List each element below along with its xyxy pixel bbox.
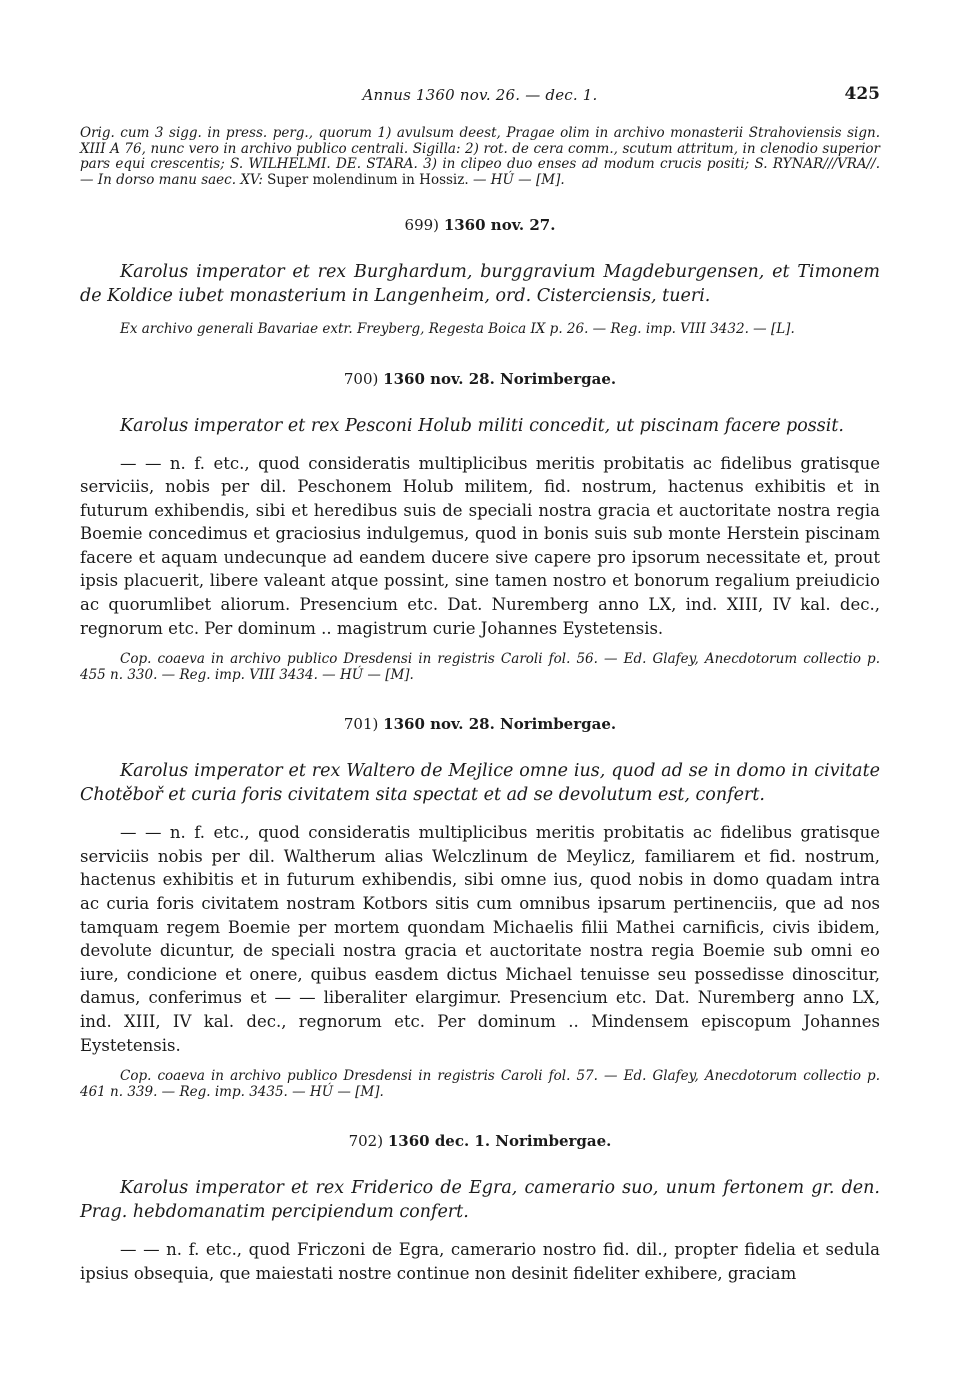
document-heading-701	[80, 715, 880, 733]
document-date: 1360 nov. 27.	[443, 216, 556, 234]
source-note-701: Cop. coaeva in archivo publico Dresdensi in registris Caroli fol. 57. — Ed. Glafey, Anecdotorum collectio p. 461 n. 339. — Reg. imp. 3435. — HÚ — [M].	[80, 1068, 880, 1100]
regest-701: Karolus imperator et rex Waltero de Mejlice omne ius, quod ad se in domo in civitate Chotěboř et curia foris civitatem sita spectat et ad se devolutum est, confert.	[80, 761, 880, 806]
document-text-700: — — n. f. etc., quod consideratis multiplicibus meritis probitatis ac fidelibus gratisque serviciis, nobis per dil. Peschonem Holub militem, fid. nostrum, hactenus exhibitis et in futurum exhibendis, sibi et heredibus suis de speciali nostra gracia et auctoritate nostra regia Boemie concedimus et graciosius indulgemus, quod in bonis suis sub monte Herstein piscinam facere et aquam undecunque ad eandem ducere sive capere pro ipsorum necessitate et, prout ipsis placuerit, libere valeant atque possint, sine tamen nostro et bonorum regalium preiudicio ac quorumlibet aliorum. Presencium etc. Dat. Nuremberg anno LX, ind. XIII, IV kal. dec., regnorum etc. Per dominum .. magistrum curie Johannes Eystetensis.	[80, 453, 880, 638]
running-head: Annus 1360 nov. 26. — dec. 1.	[362, 86, 598, 104]
note-sigla: — HÚ — [M].	[472, 171, 565, 188]
regest-700: Karolus imperator et rex Pesconi Holub militi concedit, ut piscinam facere possit.	[120, 415, 844, 436]
page-header	[80, 86, 880, 108]
dorsal-inscription: Super molendinum in Hossiz.	[267, 171, 469, 188]
document-text-701: — — n. f. etc., quod consideratis multiplicibus meritis probitatis ac fidelibus gratisque serviciis nobis per dil. Waltherum alias Welczlinum de Meylicz, familiarem et fid. nostrum, hactenus exhibitis et in futurum exhibendis, sibi omne ius, quod nobis in domo quadam intra ac curia foris civitatem nostram Kotbors sitis cum omnibus ipsarum pertinenciis, que ad nos tamquam regem Boemie per mortem quondam Michaelis filii Mathei carnificis, civis ibidem, devolute dicuntur, de speciali nostra gracia et auctoritate nostra regia Boemie sub omni eo iure, condicione et onere, quibus easdem dictus Michael tenuisse seu possedisse dinoscitur, damus, conferimus et — — liberaliter elargimur. Presencium etc. Dat. Nuremberg anno LX, ind. XIII, IV kal. dec., regnorum etc. Per dominum .. Mindensem episcopum Johannes Eystetensis.	[80, 823, 880, 1055]
document-number: 702)	[348, 1132, 384, 1151]
document-date: 1360 dec. 1. Norimbergae.	[387, 1132, 612, 1151]
document-date: 1360 nov. 28. Norimbergae.	[383, 715, 617, 734]
document-heading-700	[80, 370, 880, 388]
source-note-699: Ex archivo generali Bavariae extr. Freyberg, Regesta Boica IX p. 26. — Reg. imp. VIII 3432. — [L].	[120, 321, 795, 337]
document-number: 701)	[343, 715, 379, 734]
page-number: 425	[844, 84, 880, 104]
note-text: Orig. cum 3 sigg. in press. perg., quorum 1) avulsum deest, Pragae olim in archivo monasterii Strahoviensis sign. XIII A 76, nunc vero in archivo publico centrali. Sigilla: 2) rot. de cera comm., scutum attritum, in clenodio superior pars equi crescentis; S. WILHELMI. DE. STARA. 3) in clipeo duo enses ad modum crucis positi; S. RYNAR///VRA//. — In dorso manu saec. XV:	[80, 125, 880, 188]
previous-document-note	[80, 126, 880, 188]
document-heading-699	[80, 216, 880, 234]
document-date: 1360 nov. 28. Norimbergae.	[383, 369, 617, 388]
source-note-700: Cop. coaeva in archivo publico Dresdensi in registris Caroli fol. 56. — Ed. Glafey, Anecdotorum collectio p. 455 n. 330. — Reg. imp. VIII 3434. — HÚ — [M].	[80, 651, 880, 683]
document-number: 699)	[404, 216, 440, 234]
document-heading-702	[80, 1132, 880, 1150]
document-text-702: — — n. f. etc., quod Friczoni de Egra, camerario nostro fid. dil., propter fidelia et sedula ipsius obsequia, que maiestati nostre continue non desinit fideliter exhibere, graciam	[80, 1240, 880, 1283]
regest-702: Karolus imperator et rex Friderico de Egra, camerario suo, unum fertonem gr. den. Prag. hebdomanatim percipiendum confert.	[80, 1178, 880, 1223]
regest-699: Karolus imperator et rex Burghardum, burggravium Magdeburgensen, et Timonem de Koldice iubet monasterium in Langenheim, ord. Cisterciensis, tueri.	[80, 262, 880, 306]
document-number: 700)	[343, 369, 379, 388]
page-body	[80, 126, 880, 1297]
